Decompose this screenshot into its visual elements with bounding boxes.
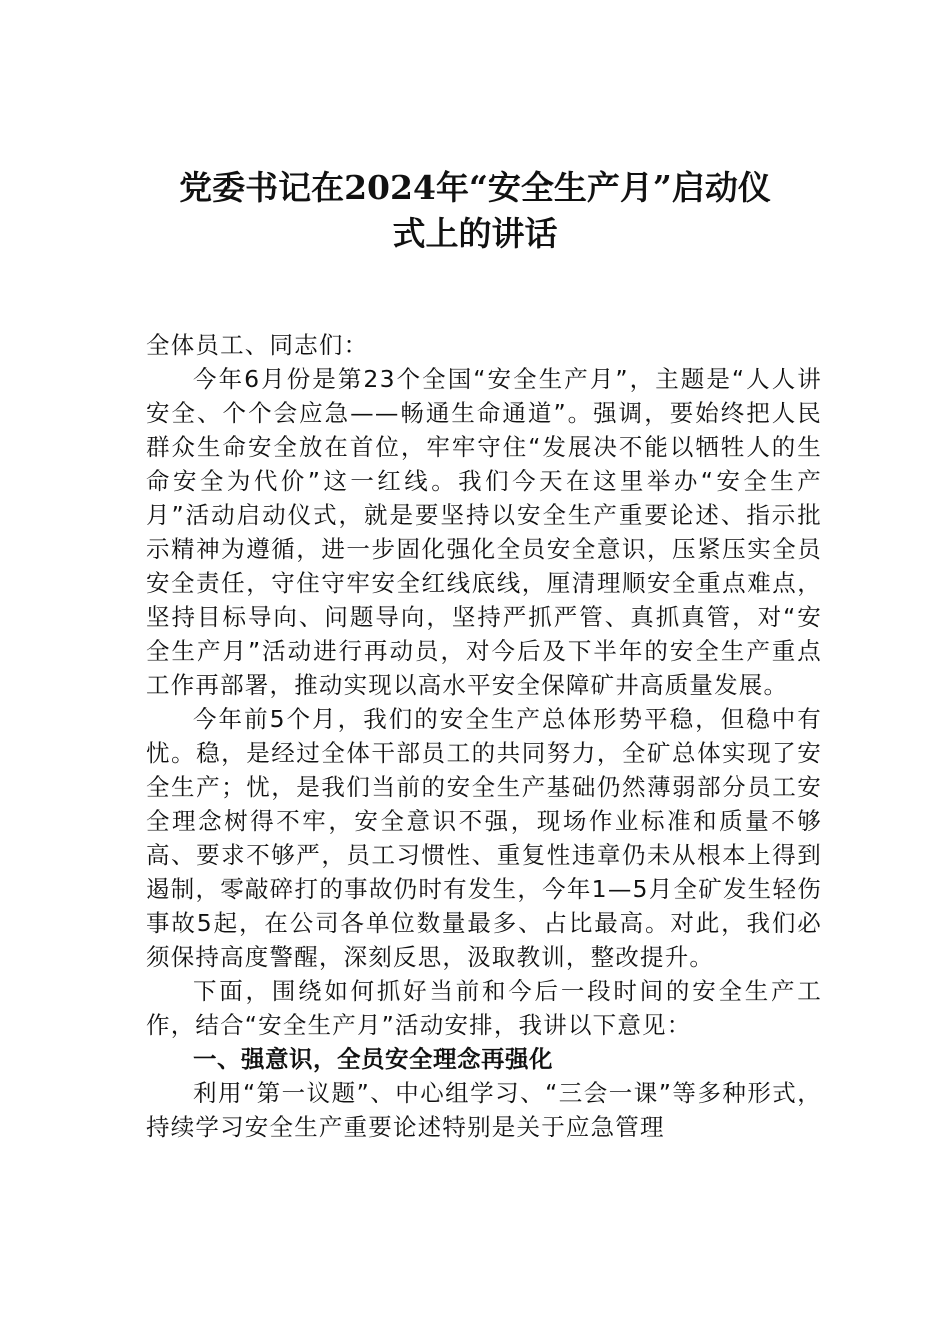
document-body: [146, 328, 822, 1144]
salutation: 全体员工、同志们：: [146, 331, 369, 359]
paragraph-2: 今年前5个月，我们的安全生产总体形势平稳，但稳中有忧。稳，是经过全体干部员工的共同努力，全矿总体实现了安全生产；忧，是我们当前的安全生产基础仍然薄弱部分员工安全理念树得不牢，安全意识不强，现场作业标准和质量不够高、要求不够严，员工习惯性、重复性违章仍未从根本上得到遏制，零敲碎打的事故仍时有发生，今年1—5月全矿发生轻伤事故5起，在公司各单位数量最多、占比最高。对此，我们必须保持高度警醒，深刻反思，汲取教训，整改提升。: [146, 705, 822, 971]
paragraph-3: 下面，围绕如何抓好当前和今后一段时间的安全生产工作，结合“安全生产月”活动安排，我讲以下意见：: [146, 977, 822, 1039]
document-title-line-1: 党委书记在2024年“安全生产月”启动仪: [179, 168, 771, 207]
document-title-line-2: 式上的讲话: [392, 214, 558, 253]
paragraph-4: 利用“第一议题”、中心组学习、“三会一课”等多种形式，持续学习安全生产重要论述特别是关于应急管理: [146, 1079, 822, 1141]
section-heading-1: 一、强意识，全员安全理念再强化: [193, 1045, 553, 1073]
paragraph-1: 今年6月份是第23个全国“安全生产月”，主题是“人人讲安全、个个会应急——畅通生命通道”。强调，要始终把人民群众生命安全放在首位，牢牢守住“发展决不能以牺牲人的生命安全为代价”这一红线。我们今天在这里举办“安全生产月”活动启动仪式，就是要坚持以安全生产重要论述、指示批示精神为遵循，进一步固化强化全员安全意识，压紧压实全员安全责任，守住守牢安全红线底线，厘清理顺安全重点难点，坚持目标导向、问题导向，坚持严抓严管、真抓真管，对“安全生产月”活动进行再动员，对今后及下半年的安全生产重点工作再部署，推动实现以高水平安全保障矿井高质量发展。: [146, 365, 822, 699]
